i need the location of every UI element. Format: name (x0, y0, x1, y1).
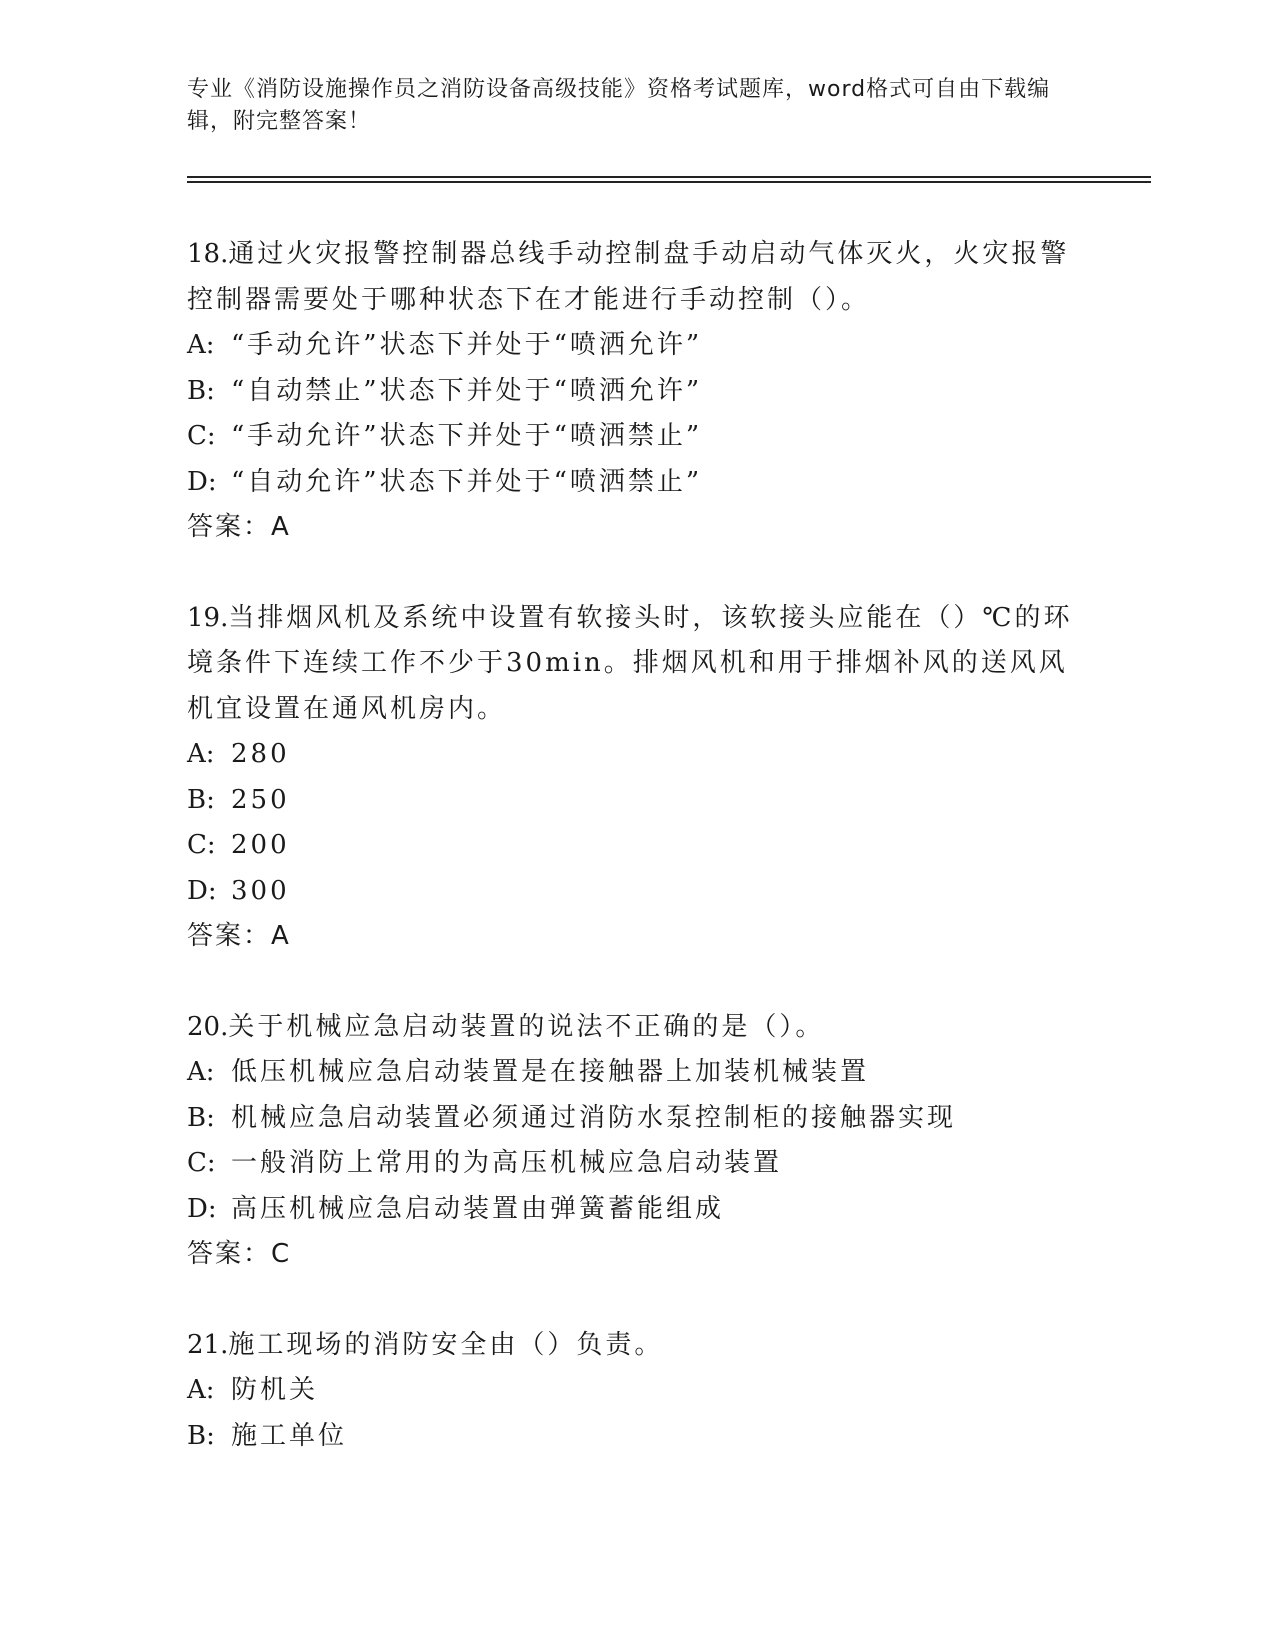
option-key: A: (187, 1375, 215, 1405)
option-key: B: (187, 784, 215, 815)
option-text: 防机关 (231, 1375, 319, 1405)
question-stem (187, 232, 1087, 323)
option-key: C: (187, 1148, 216, 1178)
question-stem (187, 1323, 1087, 1369)
option-key: B: (187, 375, 215, 406)
option-d (187, 1187, 1087, 1233)
option-b (187, 1414, 1087, 1460)
option-c (187, 1141, 1087, 1187)
option-text: 低压机械应急启动装置是在接触器上加装机械装置 (231, 1057, 870, 1087)
question-text: 通过火灾报警控制器总线手动控制盘手动启动气体灭火，火灾报警控制器需要处于哪种状态下在才能进行手动控制（）。 (187, 239, 1070, 315)
question-21 (187, 1323, 1087, 1460)
option-key: C: (187, 830, 216, 860)
option-b (187, 1096, 1087, 1142)
option-d (187, 869, 1087, 915)
option-key: A: (187, 739, 215, 769)
option-text: “手动允许”状态下并处于“喷洒禁止” (231, 421, 703, 451)
option-key: D: (187, 466, 217, 497)
question-18 (187, 232, 1087, 551)
option-b (187, 778, 1087, 824)
option-key: D: (187, 1193, 217, 1224)
option-a (187, 1050, 1087, 1096)
option-key: D: (187, 875, 217, 906)
option-text: 高压机械应急启动装置由弹簧蓄能组成 (231, 1193, 725, 1224)
question-text: 当排烟风机及系统中设置有软接头时，该软接头应能在（）℃的环境条件下连续工作不少于30min。排烟风机和用于排烟补风的送风风机宜设置在通风机房内。 (187, 602, 1073, 724)
option-key: C: (187, 421, 216, 451)
option-a (187, 1368, 1087, 1414)
option-text: 施工单位 (231, 1420, 348, 1451)
option-text: 200 (231, 830, 290, 860)
option-b (187, 369, 1087, 415)
question-text: 施工现场的消防安全由（）负责。 (228, 1329, 664, 1360)
header-rule-top (187, 176, 1151, 178)
answer-line: 答案：A (187, 921, 291, 951)
option-text: “自动允许”状态下并处于“喷洒禁止” (231, 466, 703, 497)
option-text: “自动禁止”状态下并处于“喷洒允许” (231, 375, 703, 406)
option-text: 一般消防上常用的为高压机械应急启动装置 (231, 1148, 783, 1178)
question-stem (187, 1005, 1087, 1051)
option-key: A: (187, 330, 215, 360)
question-number: 18. (187, 239, 229, 269)
option-key: B: (187, 1102, 215, 1133)
header-rule-bottom (187, 181, 1151, 183)
option-text: “手动允许”状态下并处于“喷洒允许” (231, 330, 703, 360)
option-text: 280 (231, 739, 290, 769)
question-stem (187, 596, 1087, 733)
page-header: 专业《消防设施操作员之消防设备高级技能》资格考试题库，word格式可自由下载编辑，附完整答案！ (187, 77, 1051, 134)
option-c (187, 414, 1087, 460)
question-number: 19. (187, 602, 229, 633)
option-a (187, 323, 1087, 369)
option-a (187, 732, 1087, 778)
question-text: 关于机械应急启动装置的说法不正确的是（）。 (228, 1011, 825, 1042)
question-list (187, 232, 1087, 1459)
option-key: B: (187, 1420, 215, 1451)
question-number: 21. (187, 1329, 229, 1360)
option-text: 300 (231, 875, 290, 906)
option-key: A: (187, 1057, 215, 1087)
option-text: 机械应急启动装置必须通过消防水泵控制柜的接触器实现 (231, 1102, 957, 1133)
question-20 (187, 1005, 1087, 1278)
option-c (187, 823, 1087, 869)
answer-line: 答案：A (187, 512, 291, 542)
question-19 (187, 596, 1087, 960)
option-text: 250 (231, 784, 290, 815)
option-d (187, 460, 1087, 506)
question-number: 20. (187, 1011, 229, 1042)
answer-line: 答案：C (187, 1239, 292, 1269)
